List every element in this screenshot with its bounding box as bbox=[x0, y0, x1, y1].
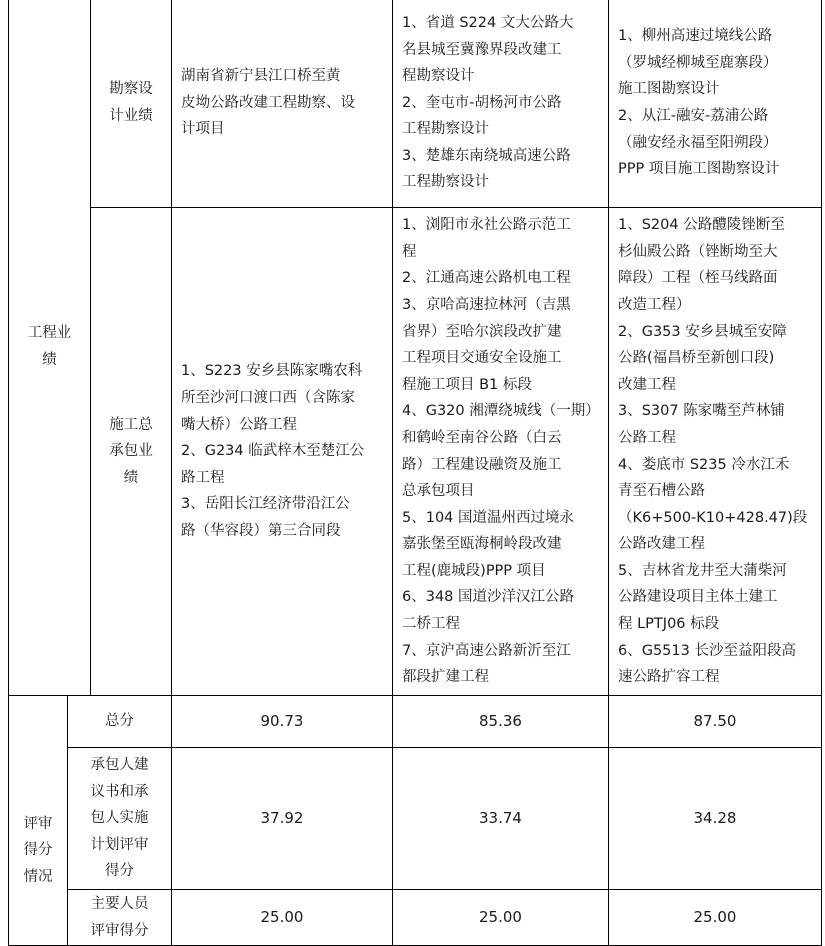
construction-cell-2 bbox=[393, 208, 609, 696]
personnel-score-row bbox=[9, 890, 822, 946]
survey-design-item: 2、奎屯市-胡杨河市公路 工程勘察设计 bbox=[402, 94, 562, 138]
personnel-score-value-2: 25.00 bbox=[393, 890, 609, 946]
survey-design-item: 湖南省新宁县江口桥至黄 皮坳公路改建工程勘察、设 计项目 bbox=[181, 68, 355, 138]
construction-item: 1、S204 公路醴陵锉断至 杉仙殿公路（锉断坳至大 障段）工程（桎马线路面 改造工程） bbox=[618, 217, 785, 313]
construction-cell-3 bbox=[609, 208, 822, 696]
survey-design-cell-2 bbox=[393, 0, 609, 208]
proposal-score-label: 承包人建 议书和承 包人实施 计划评审 得分 bbox=[68, 748, 172, 890]
total-score-row bbox=[9, 696, 822, 748]
personnel-score-value-3: 25.00 bbox=[609, 890, 822, 946]
total-score-value-1: 90.73 bbox=[172, 696, 393, 748]
construction-contract-label: 施工总 承包业 绩 bbox=[91, 208, 172, 696]
personnel-score-value-1: 25.00 bbox=[172, 890, 393, 946]
construction-item: 5、104 国道温州西过境永 嘉张堡至瓯海桐岭段改建 工程(鹿城段)PPP 项目 bbox=[402, 509, 575, 579]
survey-design-row bbox=[9, 0, 822, 208]
construction-item: 6、G5513 长沙至益阳段高 速公路扩容工程 bbox=[618, 642, 796, 686]
survey-design-item: 3、楚雄东南绕城高速公路 工程勘察设计 bbox=[402, 147, 571, 191]
total-score-value-3: 87.50 bbox=[609, 696, 822, 748]
construction-item: 2、G353 安乡县城至安障 公路(福昌桥至新刨口段) 改建工程 bbox=[618, 323, 787, 393]
construction-cell-1 bbox=[172, 208, 393, 696]
total-score-value-2: 85.36 bbox=[393, 696, 609, 748]
survey-design-item: 2、从江-融安-荔浦公路 （融安经永福至阳朔段） PPP 项目施工图勘察设计 bbox=[618, 108, 780, 178]
proposal-score-value-2: 33.74 bbox=[393, 748, 609, 890]
construction-item: 7、京沪高速公路新沂至江 都段扩建工程 bbox=[402, 642, 571, 686]
proposal-score-row bbox=[9, 748, 822, 890]
proposal-score-value-3: 34.28 bbox=[609, 748, 822, 890]
construction-item: 1、S223 安乡县陈家嘴农科 所至沙河口渡口西（含陈家 嘴大桥）公路工程 bbox=[181, 363, 363, 433]
personnel-score-label: 主要人员 评审得分 bbox=[68, 890, 172, 946]
total-score-label: 总分 bbox=[68, 696, 172, 748]
construction-item: 6、348 国道沙洋汉江公路 二桥工程 bbox=[402, 589, 575, 633]
construction-item: 4、G320 湘潭绕城线（一期） 和鹤岭至南谷公路（白云 路）工程建设融资及施工 总承包项目 bbox=[402, 403, 600, 500]
construction-contract-row bbox=[9, 208, 822, 696]
survey-design-item: 1、省道 S224 文大公路大 名县城至冀豫界段改建工 程勘察设计 bbox=[402, 14, 574, 85]
evaluation-table bbox=[8, 0, 822, 946]
construction-item: 2、江通高速公路机电工程 bbox=[402, 270, 571, 287]
construction-item: 3、S307 陈家嘴至芦林铺 公路工程 bbox=[618, 403, 785, 446]
proposal-score-value-1: 37.92 bbox=[172, 748, 393, 890]
survey-design-item: 1、柳州高速过境线公路 （罗城经柳城至鹿寨段） 施工图勘察设计 bbox=[618, 28, 778, 98]
construction-item: 2、G234 临武梓木至楚江公 路工程 bbox=[181, 443, 365, 486]
evaluation-score-label: 评审 得分 情况 bbox=[9, 696, 68, 946]
construction-item: 3、京哈高速拉林河（吉黑 省界）至哈尔滨段改扩建 工程项目交通安全设施工 程施工项目 B1 标段 bbox=[402, 296, 571, 393]
construction-item: 5、吉林省龙井至大蒲柴河 公路建设项目主体土建工 程 LPTJ06 标段 bbox=[618, 562, 787, 633]
survey-design-label: 勘察设 计业绩 bbox=[91, 0, 172, 208]
survey-design-cell-3 bbox=[609, 0, 822, 208]
construction-item: 4、娄底市 S235 冷水江禾 青至石槽公路 （K6+500-K10+428.47)段 公路改建工程 bbox=[618, 456, 808, 553]
survey-design-cell-1 bbox=[172, 0, 393, 208]
construction-item: 1、浏阳市永社公路示范工 程 bbox=[402, 217, 571, 260]
engineering-performance-label: 工程业 绩 bbox=[9, 0, 91, 696]
construction-item: 3、岳阳长江经济带沿江公 路（华容段）第三合同段 bbox=[181, 496, 350, 539]
